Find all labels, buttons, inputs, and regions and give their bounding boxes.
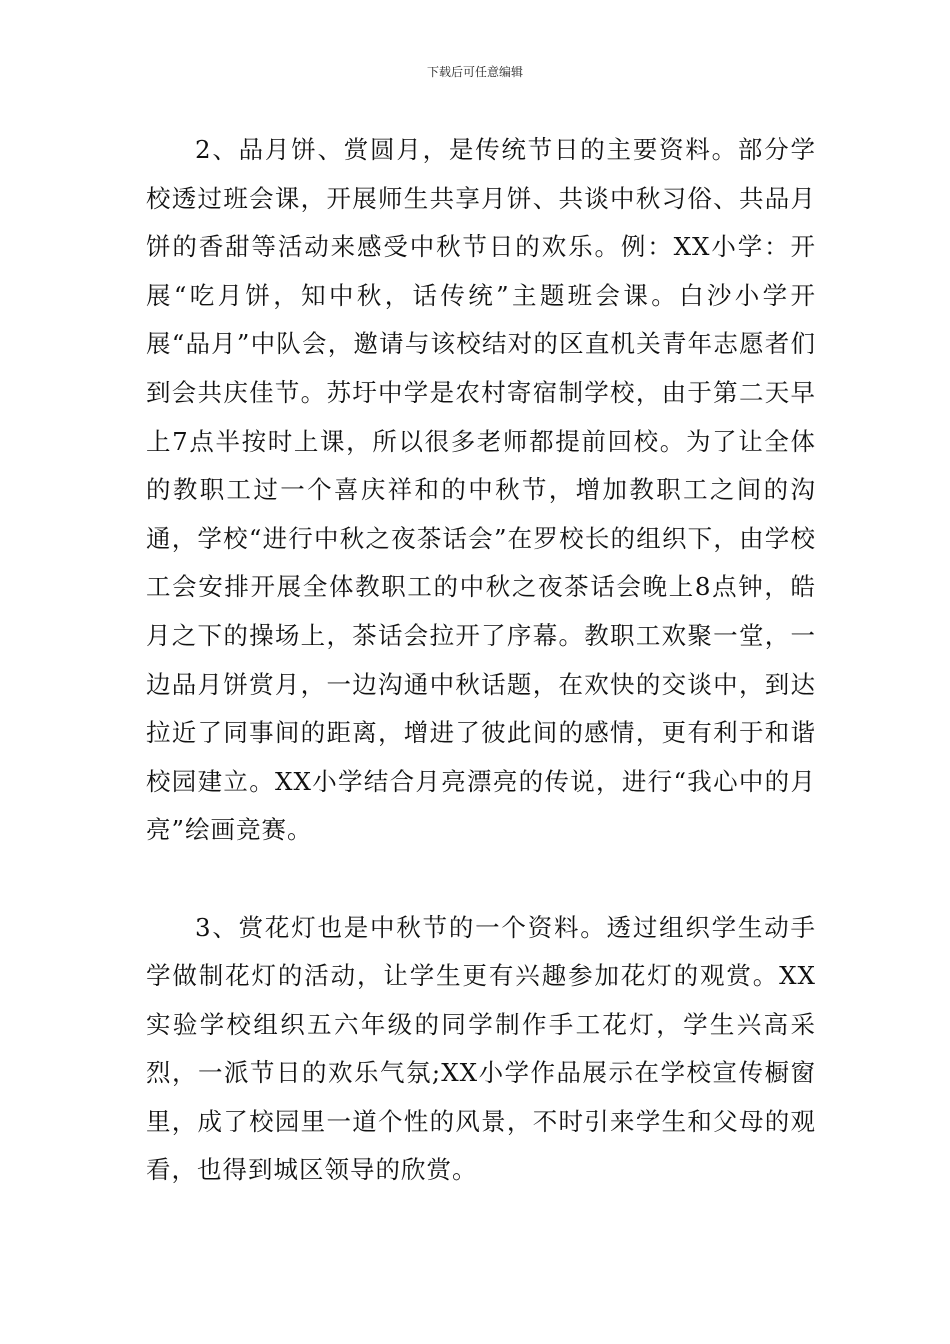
paragraph-lanterns: 3、赏花灯也是中秋节的一个资料。透过组织学生动手学做制花灯的活动，让学生更有兴趣参加花灯的观赏。XX实验学校组织五六年级的同学制作手工花灯，学生兴高采烈，一派节日的欢乐气氛;XX小学作品展示在学校宣传橱窗里，成了校园里一道个性的风景，不时引来学生和父母的观看，也得到城区领导的欣赏。 [146, 912, 816, 1185]
document-body [146, 126, 816, 1195]
paragraph-mooncake: 2、品月饼、赏圆月，是传统节日的主要资料。部分学校透过班会课，开展师生共享月饼、共谈中秋习俗、共品月饼的香甜等活动来感受中秋节日的欢乐。例：XX小学：开展“吃月饼，知中秋，话传统”主题班会课。白沙小学开展“品月”中队会，邀请与该校结对的区直机关青年志愿者们到会共庆佳节。苏圩中学是农村寄宿制学校，由于第二天早上7点半按时上课，所以很多老师都提前回校。为了让全体的教职工过一个喜庆祥和的中秋节，增加教职工之间的沟通，学校“进行中秋之夜茶话会”在罗校长的组织下，由学校工会安排开展全体教职工的中秋之夜茶话会晚上8点钟，皓月之下的操场上，茶话会拉开了序幕。教职工欢聚一堂，一边品月饼赏月，一边沟通中秋话题，在欢快的交谈中，到达拉近了同事间的距离，增进了彼此间的感情，更有利于和谐校园建立。XX小学结合月亮漂亮的传说，进行“我心中的月亮”绘画竞赛。 [146, 135, 816, 845]
paragraph-spacer [146, 855, 816, 904]
page-header: 下载后可任意编辑 [426, 65, 523, 79]
